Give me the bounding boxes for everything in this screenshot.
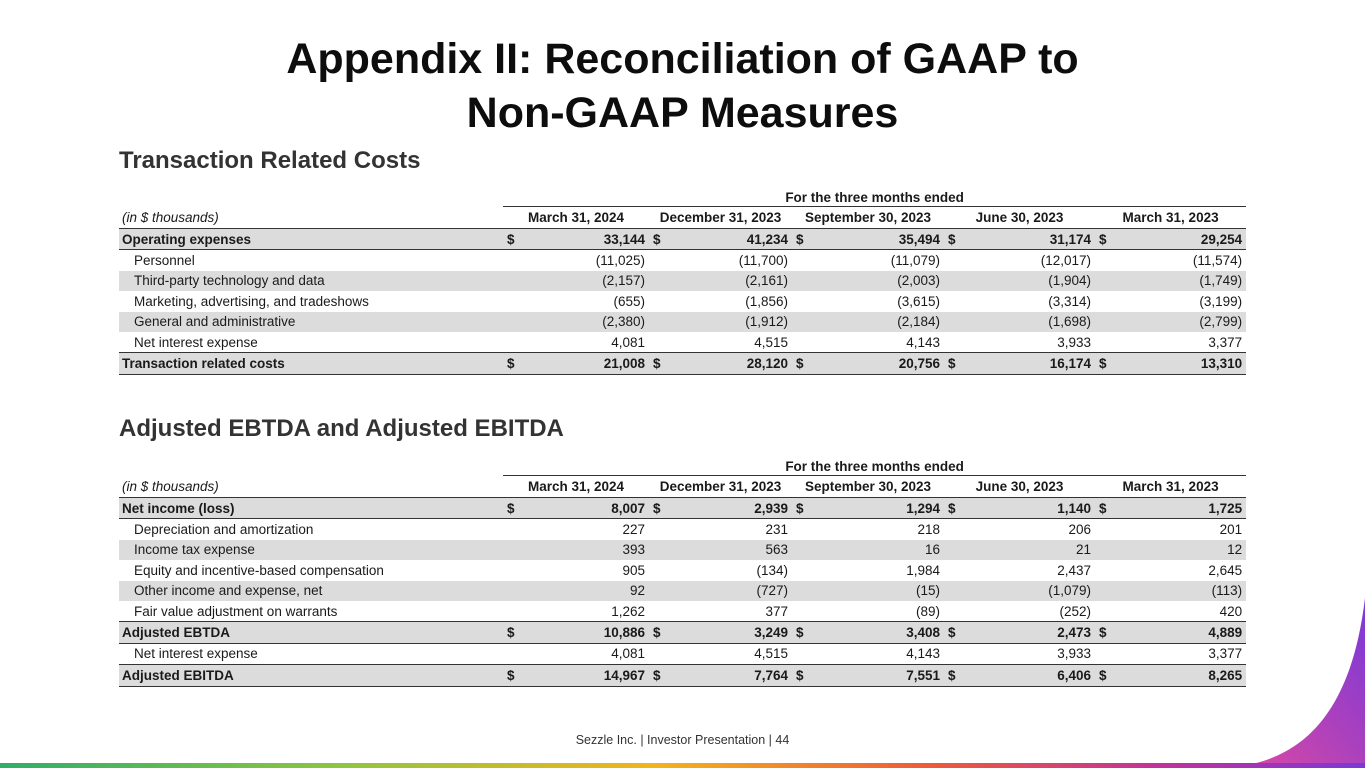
column-header: June 30, 2023	[975, 210, 1064, 225]
adjusted-ebitda-table	[119, 457, 1246, 687]
cell-value: 35,494	[815, 229, 944, 250]
cell-value: 2,473	[967, 622, 1095, 643]
cell-value: 206	[1068, 522, 1091, 538]
currency-symbol: $	[503, 665, 530, 686]
currency-symbol: $	[1095, 229, 1118, 250]
cell-value: (727)	[672, 581, 792, 601]
cell-value: 13,310	[1118, 353, 1246, 374]
currency-symbol: $	[503, 622, 530, 643]
row-label: Net interest expense	[134, 334, 258, 350]
currency-symbol: $	[1095, 665, 1118, 686]
cell-value: (12,017)	[1040, 253, 1091, 269]
cell-value: 393	[530, 540, 649, 560]
cell-value: 3,249	[672, 622, 792, 643]
row-label: Other income and expense, net	[119, 581, 503, 601]
cell-value: 4,143	[906, 334, 940, 350]
cell-value: 3,933	[1057, 334, 1091, 350]
cell-value: 8,265	[1118, 665, 1246, 686]
cell-value: 6,406	[967, 665, 1095, 686]
currency-symbol: $	[649, 665, 672, 686]
table-row	[119, 353, 1246, 374]
cell-value: 20,756	[815, 353, 944, 374]
column-header: March 31, 2023	[1122, 210, 1219, 225]
column-header: December 31, 2023	[659, 210, 782, 225]
column-header: March 31, 2024	[527, 210, 625, 225]
row-label: Depreciation and amortization	[134, 522, 314, 538]
column-header: December 31, 2023	[659, 479, 782, 494]
group-header: For the three months ended	[503, 188, 1246, 207]
units-label: (in $ thousands)	[122, 478, 219, 494]
cell-value: 420	[1219, 603, 1243, 619]
cell-value: 7,764	[672, 665, 792, 686]
cell-value: 14,967	[530, 665, 649, 686]
cell-value: (1,912)	[672, 312, 792, 332]
table-row	[119, 271, 1246, 291]
cell-value: 4,081	[611, 646, 645, 662]
cell-value: (2,184)	[815, 312, 944, 332]
currency-symbol: $	[649, 229, 672, 250]
cell-value: 227	[622, 522, 645, 538]
cell-value: (15)	[815, 581, 944, 601]
cell-value: (1,079)	[967, 581, 1095, 601]
table-row	[119, 581, 1246, 601]
column-header: March 31, 2024	[527, 479, 625, 494]
footer: Sezzle Inc. | Investor Presentation | 44	[575, 733, 790, 747]
table-row	[119, 332, 1246, 353]
cell-value: 377	[765, 603, 788, 619]
table-row	[119, 601, 1246, 622]
table-row	[119, 519, 1246, 540]
currency-symbol: $	[503, 498, 530, 519]
cell-value: 7,551	[815, 665, 944, 686]
row-label: Equity and incentive-based compensation	[134, 562, 384, 578]
table-row	[119, 540, 1246, 560]
cell-value: 4,515	[754, 646, 788, 662]
currency-symbol: $	[1095, 353, 1118, 374]
cell-value: (3,314)	[1048, 293, 1091, 309]
currency-symbol: $	[503, 229, 530, 250]
cell-value: 2,939	[672, 498, 792, 519]
cell-value: 3,377	[1208, 646, 1243, 662]
currency-symbol: $	[792, 229, 815, 250]
cell-value: 3,408	[815, 622, 944, 643]
currency-symbol: $	[649, 498, 672, 519]
cell-value: (1,904)	[967, 271, 1095, 291]
row-label: Adjusted EBITDA	[119, 665, 503, 686]
cell-value: (11,700)	[738, 253, 788, 269]
cell-value: (2,157)	[530, 271, 649, 291]
cell-value: 10,886	[530, 622, 649, 643]
row-label: Personnel	[134, 253, 195, 269]
cell-value: 33,144	[530, 229, 649, 250]
currency-symbol: $	[792, 665, 815, 686]
units-label: (in $ thousands)	[122, 209, 219, 225]
group-header: For the three months ended	[503, 457, 1246, 476]
column-header: June 30, 2023	[975, 479, 1064, 494]
row-label: Net interest expense	[134, 646, 258, 662]
currency-symbol: $	[503, 353, 530, 374]
cell-value: (252)	[1059, 603, 1091, 619]
row-label: Transaction related costs	[119, 353, 503, 374]
cell-value: (1,698)	[967, 312, 1095, 332]
cell-value: (113)	[1118, 581, 1246, 601]
currency-symbol: $	[792, 498, 815, 519]
row-label: Marketing, advertising, and tradeshows	[134, 293, 369, 309]
column-header: March 31, 2023	[1122, 479, 1219, 494]
cell-value: (1,856)	[745, 293, 788, 309]
row-label: Adjusted EBTDA	[119, 622, 503, 643]
currency-symbol: $	[944, 498, 967, 519]
cell-value: 12	[1118, 540, 1246, 560]
cell-value: (2,161)	[672, 271, 792, 291]
cell-value: 4,515	[754, 334, 788, 350]
cell-value: 29,254	[1118, 229, 1246, 250]
cell-value: (11,574)	[1192, 253, 1243, 269]
table-row	[119, 560, 1246, 580]
cell-value: (134)	[756, 562, 788, 578]
currency-symbol: $	[944, 622, 967, 643]
cell-value: 8,007	[530, 498, 649, 519]
column-header: September 30, 2023	[804, 479, 932, 494]
cell-value: (655)	[613, 293, 645, 309]
currency-symbol: $	[944, 353, 967, 374]
currency-symbol: $	[1095, 622, 1118, 643]
cell-value: (2,003)	[815, 271, 944, 291]
currency-symbol: $	[944, 229, 967, 250]
transaction-costs-table	[119, 188, 1246, 375]
cell-value: 1,294	[815, 498, 944, 519]
cell-value: (3,199)	[1199, 293, 1243, 309]
cell-value: 21	[967, 540, 1095, 560]
cell-value: (2,799)	[1118, 312, 1246, 332]
cell-value: (2,380)	[530, 312, 649, 332]
currency-symbol: $	[792, 353, 815, 374]
cell-value: 1,262	[611, 603, 645, 619]
cell-value: 1,140	[967, 498, 1095, 519]
row-label: Income tax expense	[119, 540, 503, 560]
cell-value: 92	[530, 581, 649, 601]
table-row	[119, 665, 1246, 686]
cell-value: 1,984	[906, 562, 940, 578]
cell-value: 4,889	[1118, 622, 1246, 643]
currency-symbol: $	[792, 622, 815, 643]
page-title-line-1: Appendix II: Reconciliation of GAAP to	[286, 35, 1079, 83]
cell-value: (11,079)	[890, 253, 940, 269]
row-label: Operating expenses	[119, 229, 503, 250]
decorative-swoosh	[1225, 598, 1365, 768]
section-title-adjusted-ebitda: Adjusted EBTDA and Adjusted EBITDA	[119, 415, 564, 442]
cell-value: 2,437	[1057, 562, 1091, 578]
table-row	[119, 498, 1246, 519]
cell-value: (1,749)	[1118, 271, 1246, 291]
currency-symbol: $	[649, 622, 672, 643]
cell-value: 2,645	[1208, 562, 1243, 578]
cell-value: 28,120	[672, 353, 792, 374]
cell-value: 231	[765, 522, 788, 538]
cell-value: 16,174	[967, 353, 1095, 374]
cell-value: 3,933	[1057, 646, 1091, 662]
currency-symbol: $	[649, 353, 672, 374]
column-header: September 30, 2023	[804, 210, 932, 225]
cell-value: 218	[917, 522, 940, 538]
cell-value: 1,725	[1118, 498, 1246, 519]
row-label: General and administrative	[119, 312, 503, 332]
cell-value: 905	[622, 562, 645, 578]
cell-value: (89)	[915, 603, 940, 619]
table-row	[119, 229, 1246, 250]
cell-value: 4,143	[906, 646, 940, 662]
section-title-transaction-costs: Transaction Related Costs	[119, 147, 421, 174]
row-label: Net income (loss)	[119, 498, 503, 519]
table-row	[119, 643, 1246, 664]
page-title	[0, 32, 1365, 140]
cell-value: 4,081	[611, 334, 645, 350]
cell-value: 201	[1219, 522, 1243, 538]
table-row	[119, 622, 1246, 643]
cell-value: 41,234	[672, 229, 792, 250]
currency-symbol: $	[1095, 498, 1118, 519]
cell-value: 16	[815, 540, 944, 560]
row-label: Third-party technology and data	[119, 271, 503, 291]
table-row	[119, 312, 1246, 332]
row-label: Fair value adjustment on warrants	[134, 603, 338, 619]
cell-value: 31,174	[967, 229, 1095, 250]
cell-value: 21,008	[530, 353, 649, 374]
cell-value: 3,377	[1208, 334, 1243, 350]
page-title-line-2: Non-GAAP Measures	[466, 89, 899, 137]
cell-value: 563	[672, 540, 792, 560]
table-row	[119, 250, 1246, 271]
table-row	[119, 291, 1246, 311]
cell-value: (11,025)	[595, 253, 645, 269]
brand-gradient-bar	[0, 763, 1365, 768]
currency-symbol: $	[944, 665, 967, 686]
cell-value: (3,615)	[897, 293, 940, 309]
